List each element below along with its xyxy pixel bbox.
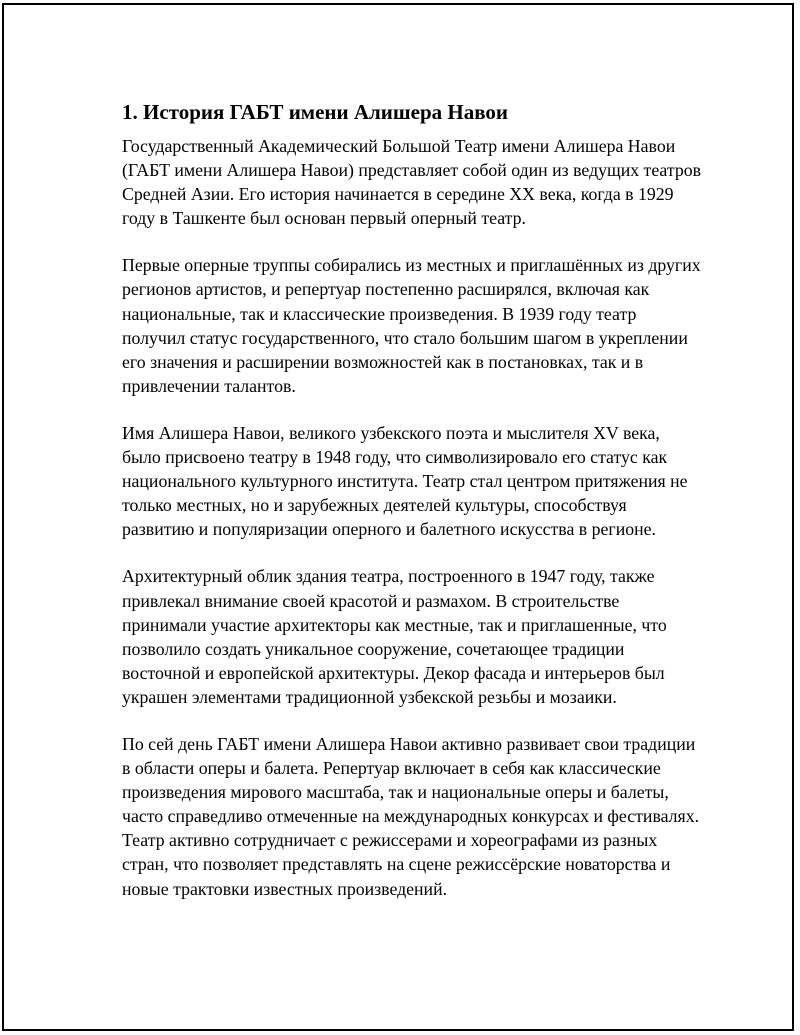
paragraph-navoi-name: Имя Алишера Навои, великого узбекского поэта и мыслителя XV века, было присвоено театру в 1948 году, что символизировало его статус как национального культурного института. Театр стал центром притяжения не только местных, но и зарубежных деятелей культуры, способствуя развитию и популяризации оперного и балетного искусства в регионе. [122,422,688,540]
paragraph-history-intro: Государственный Академический Большой Театр имени Алишера Навои (ГАБТ имени Алишера Навои) представляет собой один из ведущих театров Средней Азии. Его история начинается в середине XX века, когда в 1929 году в Ташкенте был основан первый оперный театр. [122,136,702,229]
paragraph-architecture: Архитектурный облик здания театра, построенного в 1947 году, также привлекал внимание своей красотой и размахом. В строительстве принимали участие архитекторы как местные, так и приглашенные, что позволило создать уникальное сооружение, сочетающее традиции восточной и европейской архитектуры. Декор фасада и интерьеров был украшен элементами традиционной узбекской резьбы и мозаики. [122,566,667,707]
section-heading: 1. История ГАБТ имени Алишера Навои [122,100,509,124]
paragraph-present-day: По сей день ГАБТ имени Алишера Навои активно развивает свои традиции в области оперы и балета. Репертуар включает в себя как классические произведения мирового масштаба, так и национальные оперы и балеты, часто справедливо отмеченные на международных конкурсах и фестивалях. Театр активно сотрудничает с режиссерами и хореографами из разных стран, что позволяет представлять на сцене режиссёрские новаторства и новые трактовки известных произведений. [122,733,700,899]
document-content [122,99,702,924]
paragraph-early-troupes: Первые оперные труппы собирались из местных и приглашённых из других регионов артистов, и репертуар постепенно расширялся, включая как национальные, так и классические произведения. В 1939 году театр получил статус государственного, что стало большим шагом в укреплении его значения и расширении возможностей как в постановках, так и в привлечении талантов. [122,255,701,396]
page-frame [2,3,794,1031]
